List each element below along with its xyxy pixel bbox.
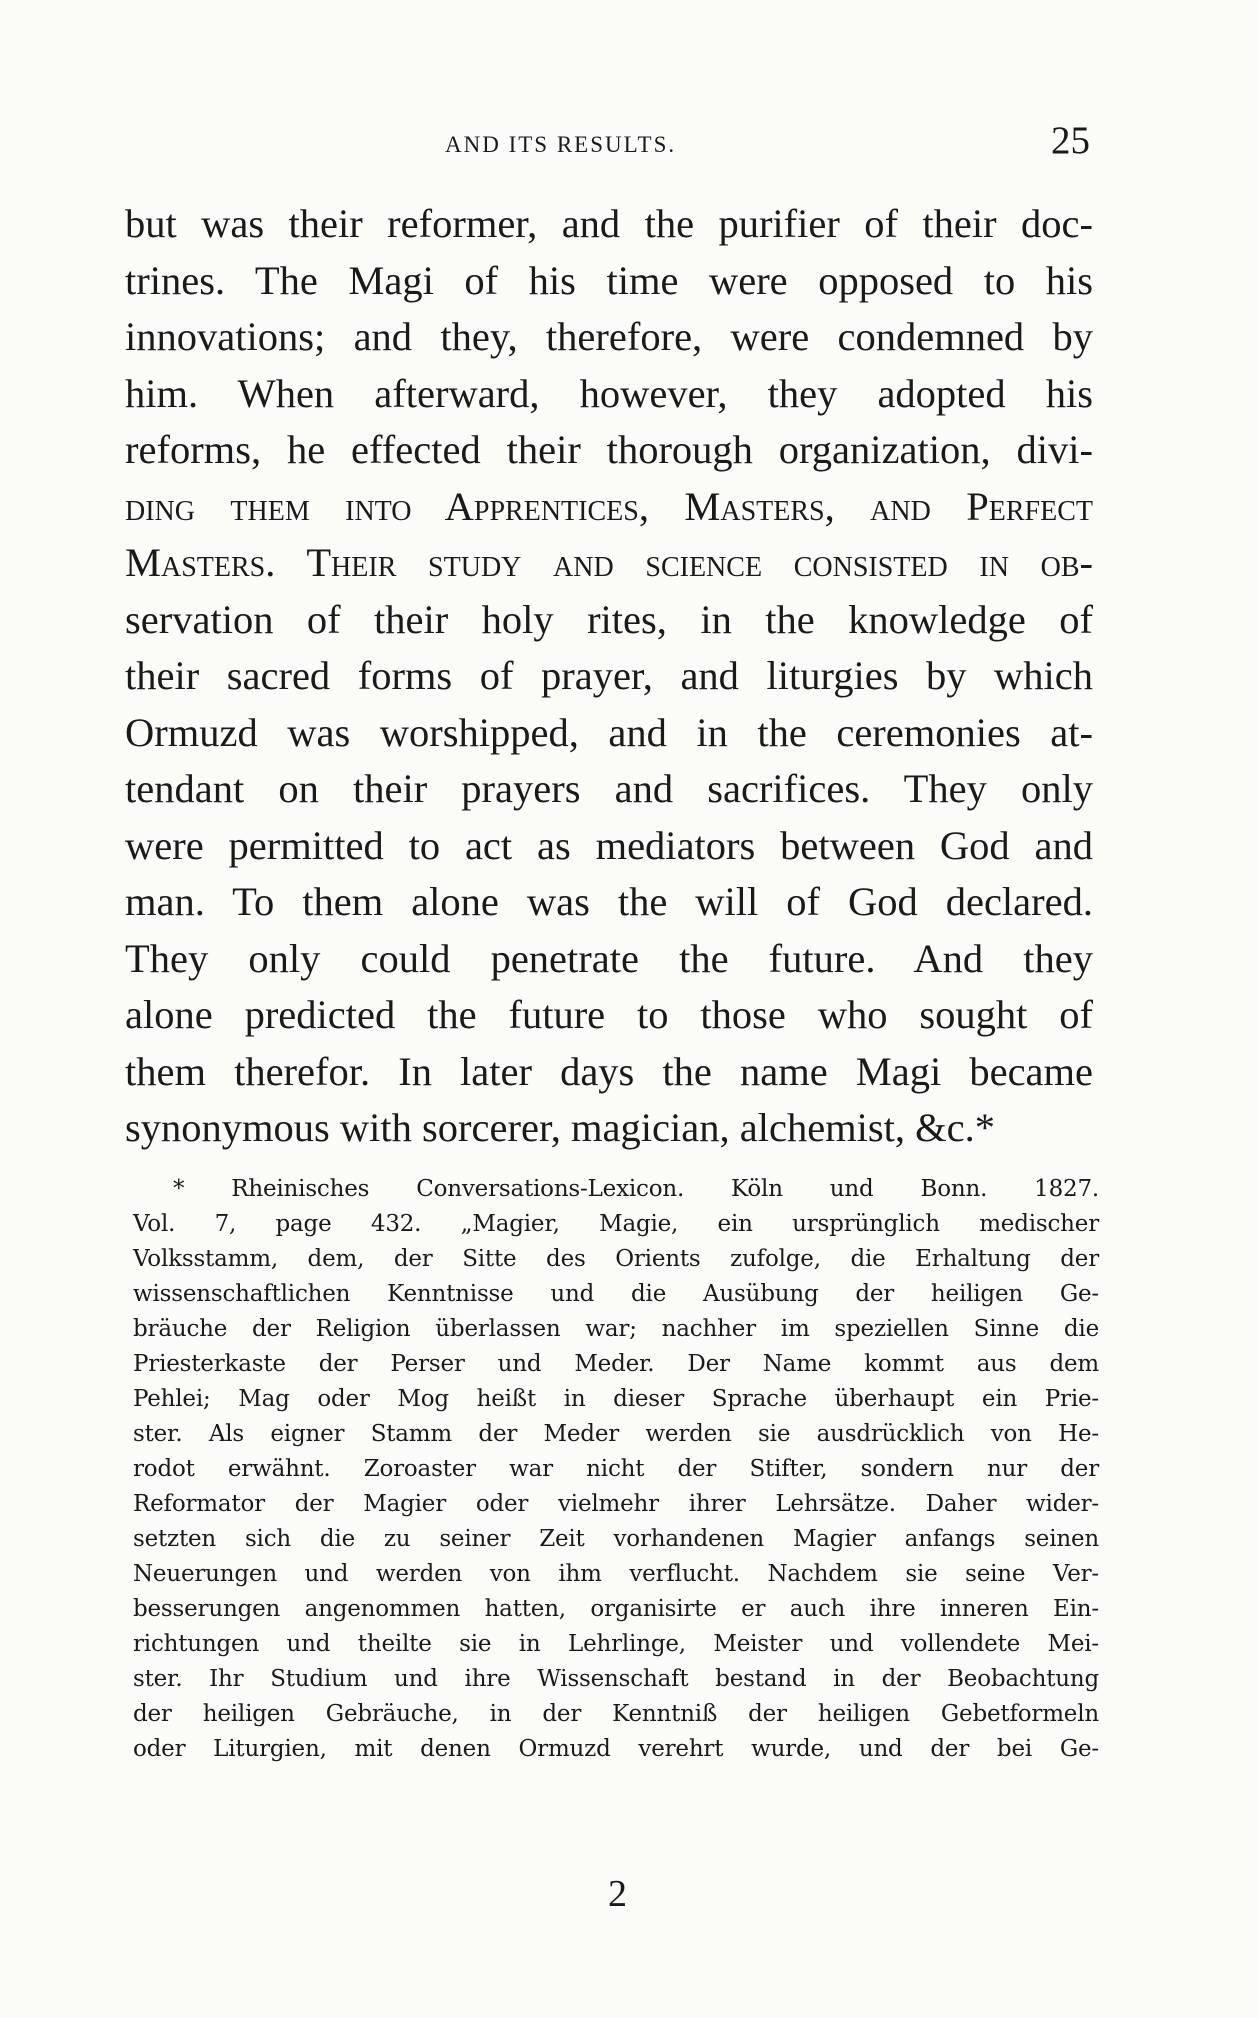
footnote-line: bräuche der Religion überlassen war; nachher im speziellen Sinne die — [133, 1316, 1099, 1342]
text-line: They only could penetrate the future. And they — [125, 935, 1093, 981]
footnote-line: Vol. 7, page 432. „Magier, Magie, ein ursprünglich medischer — [133, 1211, 1099, 1237]
text-line: Ormuzd was worshipped, and in the ceremonies at- — [125, 709, 1093, 755]
text-line: man. To them alone was the will of God declared. — [125, 879, 1093, 924]
footnote-line: der heiligen Gebräuche, in der Kenntniß der heiligen Gebetformeln — [133, 1701, 1099, 1727]
text-line: innovations; and they, therefore, were condemned by — [125, 314, 1093, 359]
footnote-line: ster. Als eigner Stamm der Meder werden sie ausdrücklich von He- — [133, 1421, 1099, 1447]
page-number: 25 — [1051, 119, 1090, 162]
text-line: trines. The Magi of his time were opposed to his — [125, 257, 1093, 303]
footnote-line: * Rheinisches Conversations-Lexicon. Köln und Bonn. 1827. — [173, 1176, 1099, 1202]
footnote-line: Neuerungen und werden von ihm verflucht. Nachdem sie seine Ver- — [133, 1561, 1099, 1587]
footnote-line: Reformator der Magier oder vielmehr ihrer Lehrsätze. Daher wider- — [133, 1491, 1099, 1517]
text-line: reforms, he effected their thorough organization, divi- — [125, 427, 1093, 472]
text-line: tendant on their prayers and sacrifices. They only — [125, 766, 1093, 811]
footnote-line: setzten sich die zu seiner Zeit vorhandenen Magier anfangs seinen — [133, 1526, 1099, 1552]
footnote — [133, 1172, 1099, 1767]
footnote-line: rodot erwähnt. Zoroaster war nicht der Stifter, sondern nur der — [133, 1456, 1099, 1482]
footnote-line: Volksstamm, dem, der Sitte des Orients zufolge, die Erhaltung der — [133, 1246, 1099, 1272]
footnote-line: ster. Ihr Studium und ihre Wissenschaft bestand in der Beobachtung — [133, 1666, 1099, 1692]
text-line: alone predicted the future to those who sought of — [125, 992, 1093, 1037]
text-line: him. When afterward, however, they adopted his — [125, 370, 1093, 416]
footnote-line: wissenschaftlichen Kenntnisse und die Ausübung der heiligen Ge- — [133, 1281, 1099, 1307]
text-line: were permitted to act as mediators between God and — [125, 822, 1093, 868]
footnote-line: besserungen angenommen hatten, organisirte er auch ihre inneren Ein- — [133, 1596, 1099, 1622]
page-header — [130, 118, 1090, 168]
footnote-line: richtungen und theilte sie in Lehrlinge, Meister und vollendete Mei- — [133, 1631, 1099, 1657]
main-text — [125, 196, 1093, 1157]
text-line: Masters. Their study and science consisted in ob- — [125, 540, 1093, 585]
text-line: them therefor. In later days the name Magi became — [125, 1048, 1093, 1094]
text-line: synonymous with sorcerer, magician, alchemist, &c.* — [125, 1105, 996, 1150]
text-line: ding them into Apprentices, Masters, and Perfect — [125, 483, 1093, 529]
footnote-line: Priesterkaste der Perser und Meder. Der Name kommt aus dem — [133, 1351, 1099, 1377]
text-line: but was their reformer, and the purifier of their doc- — [125, 201, 1093, 246]
footnote-line: oder Liturgien, mit denen Ormuzd verehrt wurde, und der bei Ge- — [133, 1736, 1099, 1762]
running-head: AND ITS RESULTS. — [445, 132, 677, 157]
signature-mark: 2 — [608, 1873, 627, 1915]
text-line: servation of their holy rites, in the knowledge of — [125, 596, 1093, 642]
footnote-line: Pehlei; Mag oder Mog heißt in dieser Sprache überhaupt ein Prie- — [133, 1386, 1099, 1412]
text-line: their sacred forms of prayer, and liturgies by which — [125, 653, 1093, 698]
